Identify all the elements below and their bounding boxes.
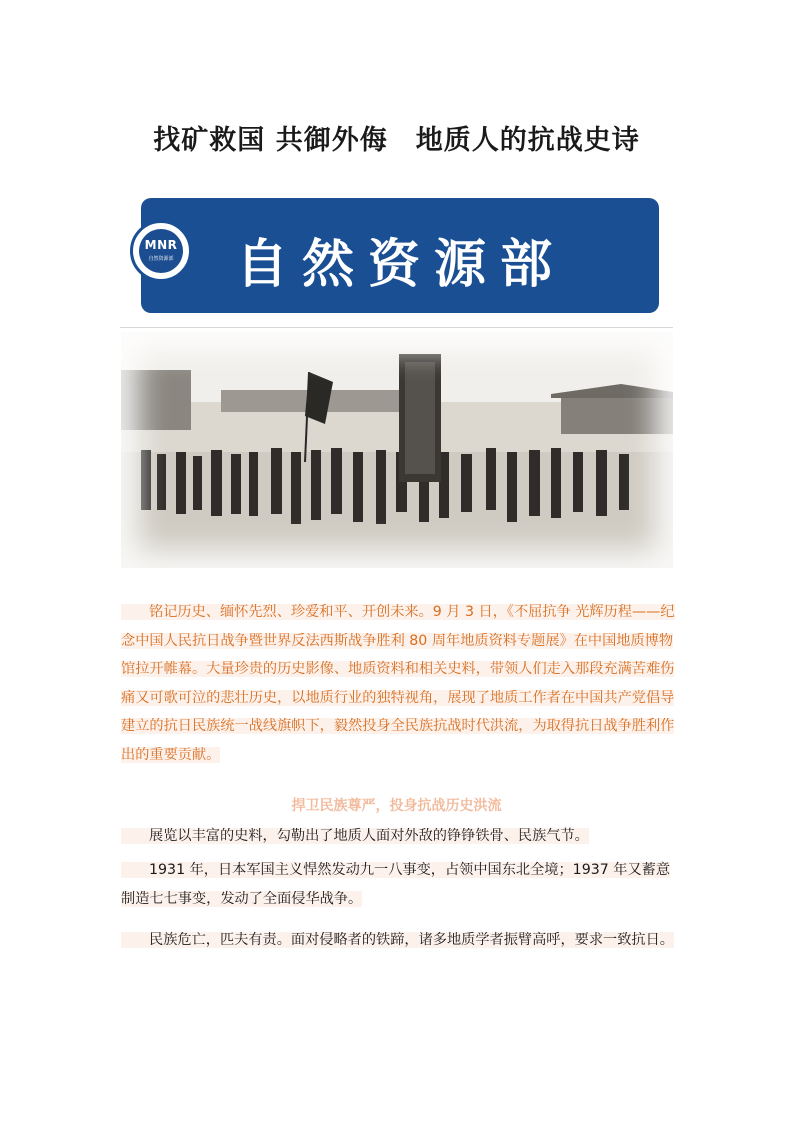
body-paragraph <box>121 822 676 851</box>
page-title: 找矿救国 共御外侮 地质人的抗战史诗 <box>153 125 640 156</box>
logo-mnr-text: MNR <box>144 238 178 252</box>
mnr-logo <box>130 220 192 282</box>
ministry-name: 自然资源部 <box>236 234 567 295</box>
historical-photo <box>121 332 673 568</box>
body-text: 民族危亡，匹夫有责。面对侵略者的铁蹄，诸多地质学者振臂高呼，要求一致抗日。 <box>149 932 674 948</box>
logo-subtext: 自然资源部 <box>148 256 174 262</box>
photo-vignette <box>121 332 673 568</box>
section-heading: 捍卫民族尊严，投身抗战历史洪流 <box>291 798 502 814</box>
body-paragraph <box>121 856 676 913</box>
divider <box>120 327 673 328</box>
body-text: 展览以丰富的史料，勾勒出了地质人面对外敌的铮铮铁骨、民族气节。 <box>149 828 589 844</box>
body-text: 1931 年，日本军国主义悍然发动九一八事变，占领中国东北全境；1937 年又蓄意制造七七事变，发动了全面侵华战争。 <box>121 862 671 907</box>
logo-emblem <box>139 229 183 273</box>
body-paragraph <box>121 926 676 955</box>
intro-paragraph <box>121 598 676 770</box>
intro-text: 铭记历史、缅怀先烈、珍爱和平、开创未来。9 月 3 日，《不屈抗争 光辉历程——纪念中国人民抗日战争暨世界反法西斯战争胜利 80 周年地质资料专题展》在中国地质博物馆拉开帷幕。大量珍贵的历史影像、地质资料和相关史料，带领人们走入那段充满苦难伤痛又可歌可泣的悲壮历史，以地质行业的独特视角，展现了地质工作者在中国共产党倡导建立的抗日民族统一战线旗帜下，毅然投身全民族抗战时代洪流，为取得抗日战争胜利作出的重要贡献。 <box>121 604 675 763</box>
